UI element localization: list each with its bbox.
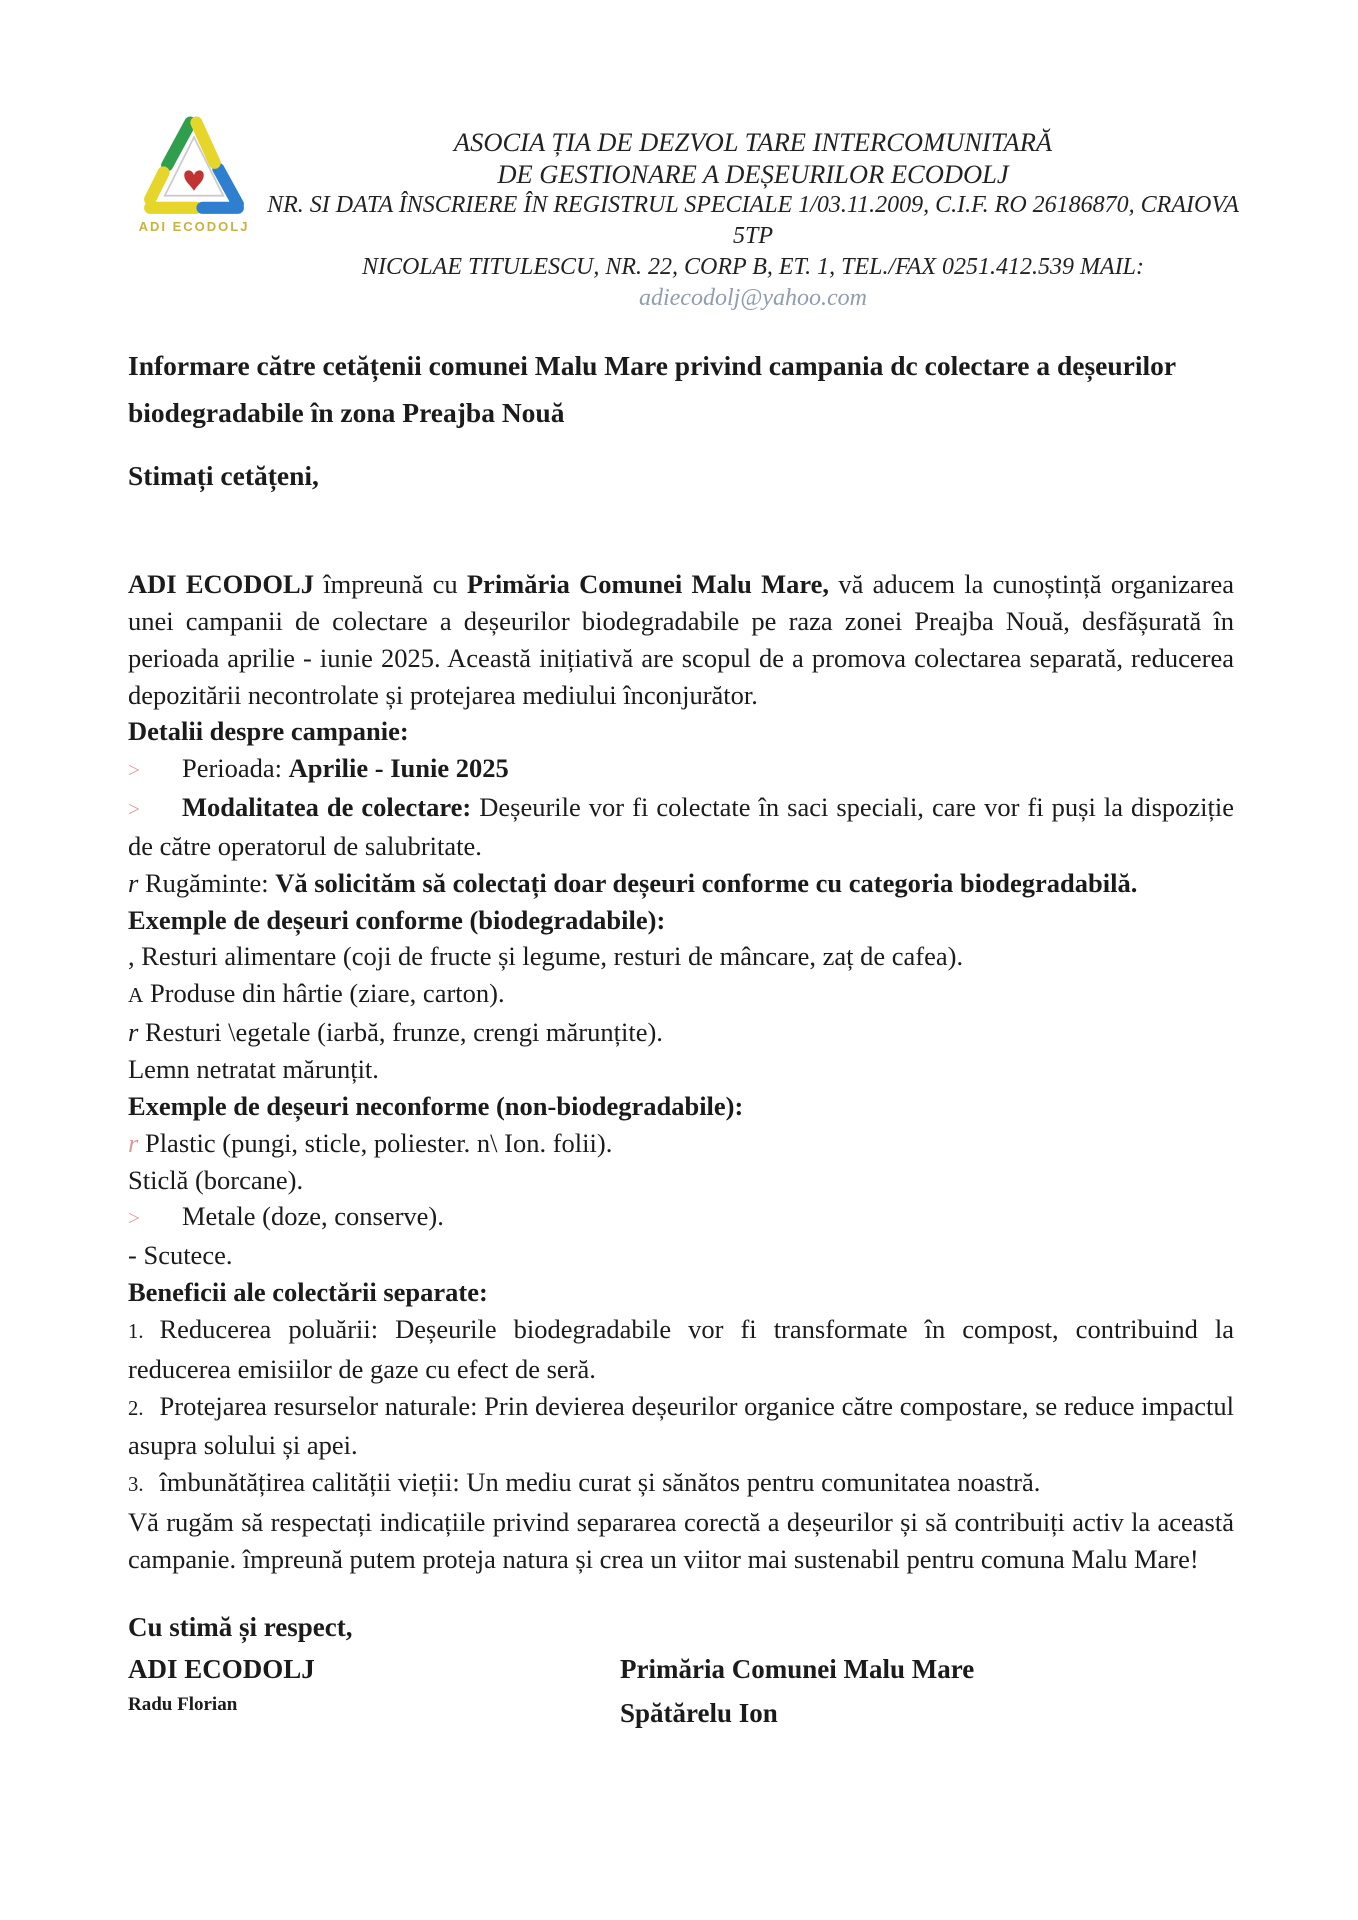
signature-right: [620, 1654, 1234, 1729]
letter-body: [128, 566, 1234, 1578]
org-name-line1: ASOCIA ȚIA DE DEZVOL TARE INTERCOMUNITARĂ: [453, 127, 1053, 157]
text-segment: ADI ECODOLJ: [128, 569, 314, 599]
text-segment: Beneficii ale colectării separate:: [128, 1277, 488, 1308]
text-segment: 3.: [128, 1474, 144, 1497]
body-paragraph: [128, 566, 1234, 713]
closing-line: Cu stimă și respect,: [128, 1612, 353, 1642]
letterhead: [258, 126, 1248, 314]
signature-left: [128, 1654, 620, 1729]
adi-ecodolj-logo: [130, 108, 258, 234]
body-paragraph: [128, 713, 1234, 750]
text-segment: Detalii despre campanie:: [128, 716, 409, 747]
signature-org-right: Primăria Comunei Malu Mare: [620, 1654, 975, 1684]
text-segment: A: [128, 983, 144, 1008]
address-text: NICOLAE TITULESCU, NR. 22, CORP B, ET. 1, TEL./FAX 0251.412.539 MAIL:: [361, 254, 1145, 280]
body-paragraph: [128, 1311, 1234, 1388]
text-segment: r: [128, 1017, 139, 1048]
text-segment: Metale (doze, conserve).: [181, 1201, 444, 1232]
text-segment: Perioada:: [181, 753, 289, 784]
body-paragraph: [128, 902, 1234, 939]
text-segment: Resturi \egetale (iarbă, frunze, crengi mărunțite).: [138, 1017, 663, 1048]
signature-row: [128, 1654, 1234, 1729]
body-paragraph: [128, 1274, 1234, 1311]
text-segment: - Scutece.: [128, 1240, 233, 1271]
email-text: adiecodolj@yahoo.com: [638, 285, 868, 311]
body-paragraph: [128, 1198, 1234, 1237]
text-segment: Vă solicităm să colectați doar deșeuri conforme cu categoria biodegradabilă.: [275, 867, 1138, 898]
document-title: Informare către cetățenii comunei Malu Mare privind campania dc colectare a deșeurilor biodegradabile în zona Preajba Nouă: [128, 350, 1176, 428]
registration-line: NR. SI DATA ÎNSCRIERE ÎN REGISTRUL SPECIALE 1/03.11.2009, C.I.F. RO 26186870, CRAIOVA 5TP: [267, 192, 1239, 249]
text-segment: Exemple de deșeuri conforme (biodegradabile):: [128, 904, 666, 935]
org-name-line2: DE GESTIONARE A DEȘEURILOR ECODOLJ: [497, 159, 1009, 189]
text-segment: , Resturi alimentare (coji de fructe și legume, resturi de mâncare, zaț de cafea).: [128, 941, 964, 972]
text-segment: Lemn netratat mărunțit.: [128, 1053, 379, 1084]
text-segment: Aprilie - Iunie 2025: [288, 753, 509, 784]
body-paragraph: [128, 789, 1234, 865]
text-segment: Deșeurile vor fi colectate în saci speciali, care vor fi puși la dispoziție de către operatorul de salubritate.: [128, 792, 1235, 861]
body-paragraph: [128, 1504, 1234, 1578]
body-paragraph: [128, 1388, 1234, 1465]
body-paragraph: [128, 1051, 1234, 1088]
body-paragraph: [128, 1237, 1234, 1274]
text-segment: Rugăminte:: [138, 867, 276, 898]
salutation: Stimați cetățeni,: [128, 460, 319, 491]
signature-name-left: Radu Florian: [128, 1694, 238, 1715]
address-line: [258, 252, 1248, 314]
bullet-icon: >: [128, 1206, 140, 1231]
text-segment: Reducerea poluării: Deșeurile biodegradabile vor fi transformate în compost, contribuind la reducerea emisiilor de gaze cu efect de seră.: [128, 1313, 1234, 1384]
text-segment: vă aducem la cunoștință organizarea unei campanii de colectare a deșeurilor biodegradabile pe raza zonei Preajba Nouă, desfășurată în perioada aprilie - iunie 2025. Această inițiativă are scopul de a promova colectarea separată, reducerea depozitării necontrolate și protejarea mediului înconjurător.: [128, 569, 1234, 710]
heart-icon: [184, 170, 203, 190]
bullet-icon: >: [128, 758, 140, 783]
text-segment: îmbunătățirea calității vieții: Un mediu curat și sănătos pentru comunitatea noastră.: [159, 1467, 1041, 1498]
text-segment: r: [128, 867, 139, 898]
text-segment: Sticlă (borcane).: [128, 1164, 304, 1195]
text-segment: Vă rugăm să respectați indicațiile privind separarea corectă a deșeurilor și să contribuiți activ la această campanie. împreună putem proteja natura și crea un viitor mai sustenabil pentru comuna Malu Mare!: [128, 1507, 1234, 1574]
text-segment: Protejarea resurselor naturale: Prin devierea deșeurilor organice către compostare, se reduce impactul asupra solului și apei.: [128, 1390, 1234, 1461]
text-segment: Plastic (pungi, sticle, poliester. n\ Ion. folii).: [138, 1127, 613, 1158]
text-segment: Modalitatea de colectare:: [181, 792, 472, 823]
body-paragraph: [128, 1464, 1234, 1504]
text-segment: r: [128, 1127, 139, 1158]
recycle-triangle-icon: [130, 108, 258, 220]
text-segment: Produse din hârtie (ziare, carton).: [143, 978, 505, 1009]
body-paragraph: [128, 1125, 1234, 1162]
body-paragraph: [128, 1162, 1234, 1199]
signature-org-left: ADI ECODOLJ: [128, 1654, 315, 1684]
bullet-icon: >: [128, 797, 140, 822]
text-segment: Primăria Comunei Malu Mare,: [466, 569, 830, 599]
body-paragraph: [128, 865, 1234, 902]
text-segment: 1.: [128, 1320, 144, 1343]
body-paragraph: [128, 938, 1234, 975]
body-paragraph: [128, 1014, 1234, 1051]
text-segment: împreună cu: [313, 569, 467, 599]
body-paragraph: [128, 975, 1234, 1014]
body-paragraph: [128, 1088, 1234, 1125]
text-segment: 2.: [128, 1397, 144, 1420]
signature-name-right: Spătărelu Ion: [620, 1698, 778, 1728]
text-segment: Exemple de deșeuri neconforme (non-biodegradabile):: [128, 1090, 744, 1121]
body-paragraph: [128, 750, 1234, 789]
logo-caption: ADI ECODOLJ: [138, 219, 250, 234]
